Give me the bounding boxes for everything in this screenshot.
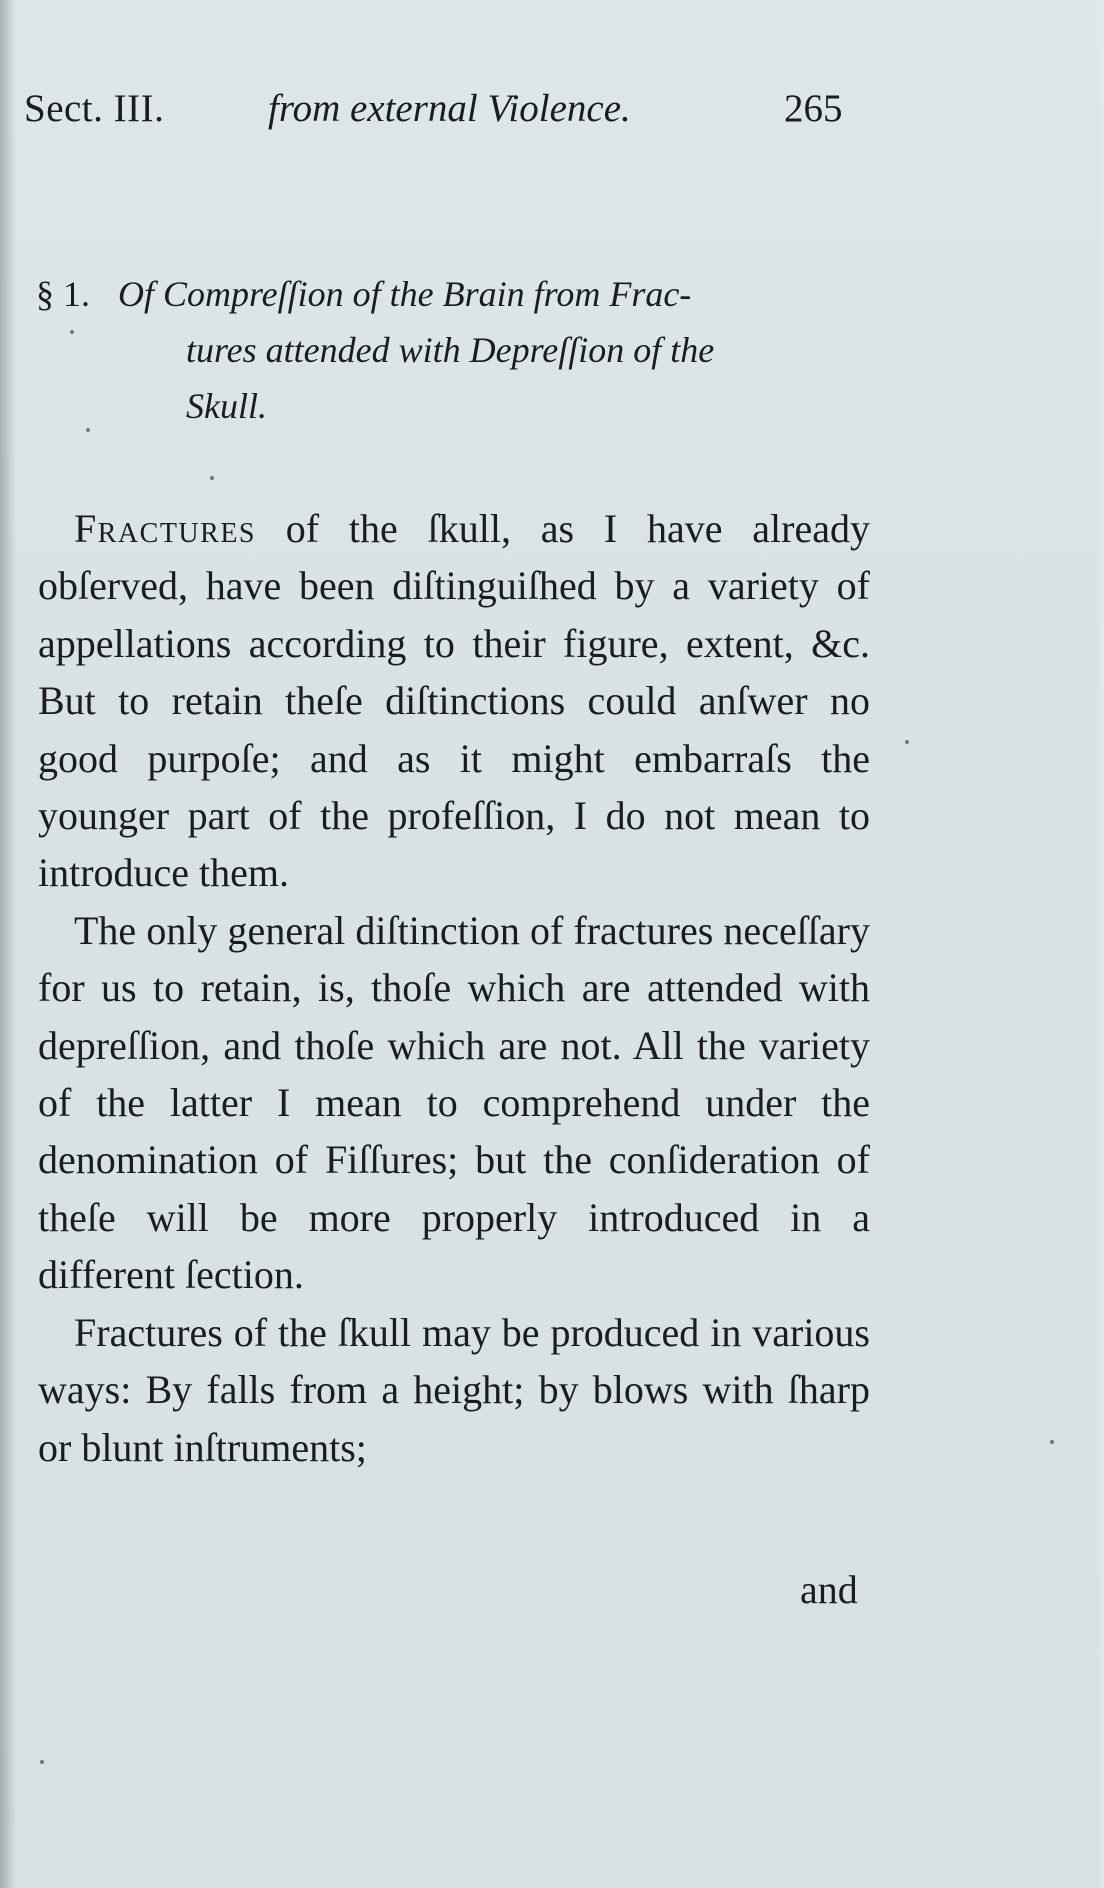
section-title-line-2: tures attended with Depreſſion of the xyxy=(186,330,715,370)
paper-speck xyxy=(905,740,909,744)
paragraph-1-text: of the ſkull, as I have already obſerved, have been diſtinguiſhed by a variety of appellations according to their figure, extent, &c. But to retain theſe diſtinctions could anſwer no good purpoſe; and as it might embarraſs the younger part of the profeſſion, I do not mean to introduce them. xyxy=(38,506,870,896)
paragraph-lead-word: Fractures xyxy=(74,506,256,551)
page-number: 265 xyxy=(784,87,843,130)
catchword: and xyxy=(800,1567,858,1612)
section-label: Sect. III. xyxy=(24,87,165,130)
paper-speck xyxy=(86,428,90,432)
paragraph-3: Fractures of the ſkull may be produced in various ways: By falls from a height; by blows with ſharp or blunt inſtruments; xyxy=(38,1309,870,1470)
paper-speck xyxy=(210,476,214,480)
body-text xyxy=(38,500,870,1476)
running-header xyxy=(24,86,854,150)
spine-shadow xyxy=(0,0,16,1888)
page-edge xyxy=(1096,0,1104,1888)
section-title-line-3: Skull. xyxy=(186,386,267,426)
section-symbol: § 1. xyxy=(36,274,90,314)
paper-speck xyxy=(40,1760,44,1764)
paragraph-2: The only general diſtinction of fractures neceſſary for us to retain, is, thoſe which are attended with depreſſion, and thoſe which are not. All the variety of the latter I mean to comprehend under the denomination of Fiſſures; but the conſideration of theſe will be more properly introduced in a different ſection. xyxy=(38,907,870,1298)
paper-speck xyxy=(1050,1440,1054,1444)
section-heading xyxy=(36,266,866,436)
paragraph-1 xyxy=(38,500,870,902)
section-title-line-1: Of Compreſſion of the Brain from Frac- xyxy=(118,274,692,314)
running-title: from external Violence. xyxy=(268,87,631,130)
paper-speck xyxy=(70,330,74,334)
